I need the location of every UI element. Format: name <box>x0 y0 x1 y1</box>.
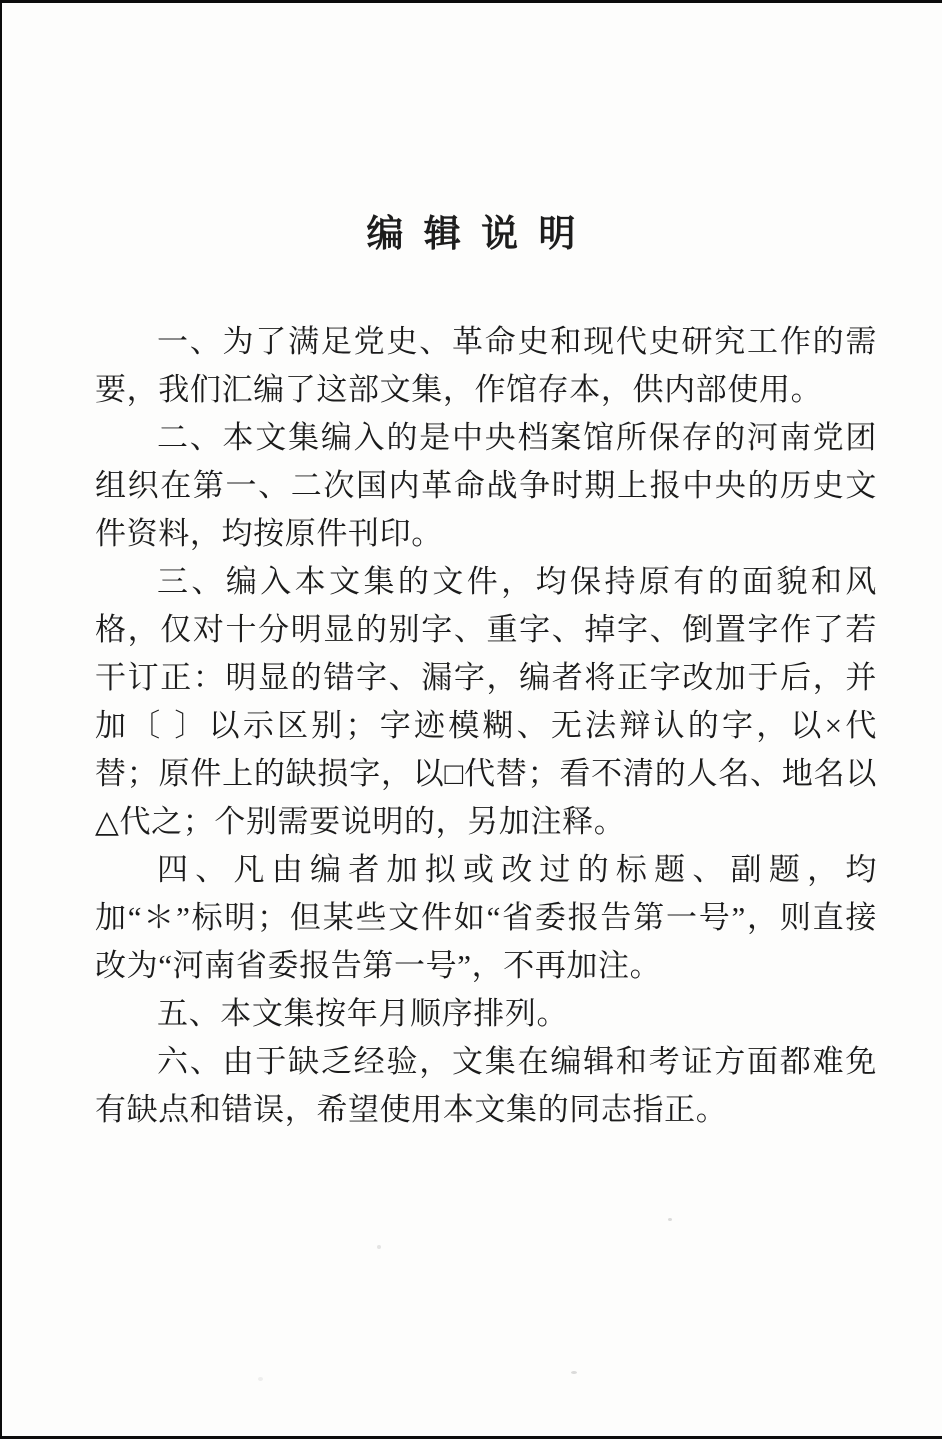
paragraph-5: 五、本文集按年月顺序排列。 <box>157 996 569 1031</box>
scan-speck <box>377 1245 381 1249</box>
scan-edge-top <box>0 0 942 3</box>
scan-speck <box>668 1218 672 1221</box>
paragraph-2: 二、本文集编入的是中央档案馆所保存的河南党团组织在第一、二次国内革命战争时期上报中央的历史文件资料，均按原件刊印。 <box>95 420 877 551</box>
paragraph-3: 三、编入本文集的文件，均保持原有的面貌和风格，仅对十分明显的别字、重字、掉字、倒置字作了若干订正：明显的错字、漏字，编者将正字改加于后，并加〔 〕以示区别；字迹模糊、无法辩认的字，以×代替；原件上的缺损字，以□代替；看不清的人名、地名以△代之；个别需要说明的，另加注释。 <box>95 564 877 839</box>
scan-speck <box>258 1377 263 1381</box>
paragraph-4: 四、凡由编者加拟或改过的标题、副题，均加“＊”标明；但某些文件如“省委报告第一号”，则直接改为“河南省委报告第一号”，不再加注。 <box>95 852 877 983</box>
scan-speck <box>571 1371 577 1374</box>
page-title: 编辑说明 <box>366 214 596 255</box>
paragraph-6: 六、由于缺乏经验，文集在编辑和考证方面都难免有缺点和错误，希望使用本文集的同志指正。 <box>95 1044 877 1127</box>
page-content <box>95 318 877 1134</box>
paragraph-1: 一、为了满足党史、革命史和现代史研究工作的需要，我们汇编了这部文集，作馆存本，供内部使用。 <box>95 324 877 407</box>
